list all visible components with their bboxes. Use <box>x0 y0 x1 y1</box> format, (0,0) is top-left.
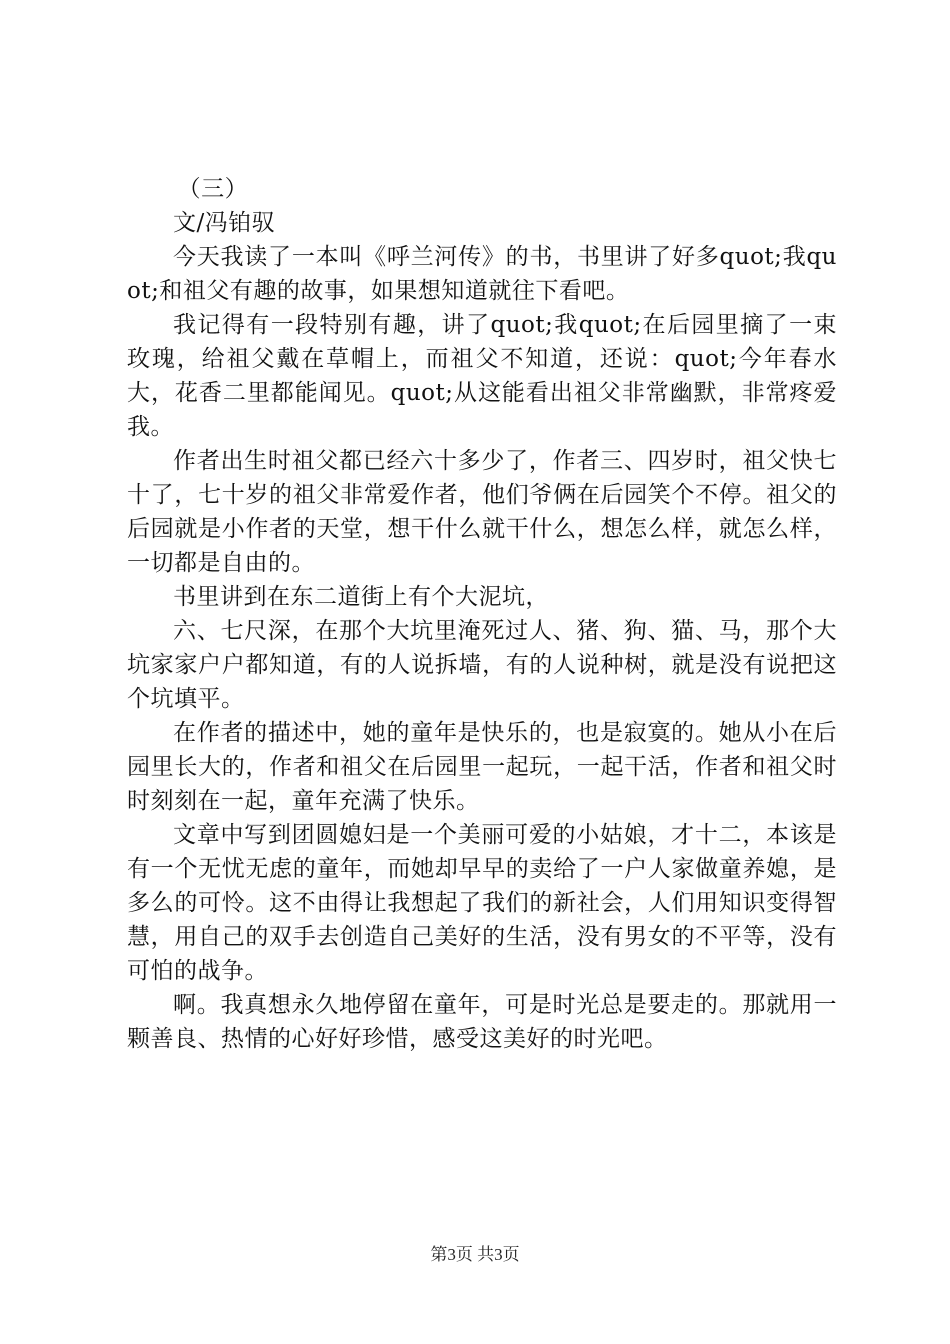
page-number-footer: 第3页 共3页 <box>430 1245 520 1264</box>
paragraph-2: 我记得有一段特别有趣，讲了quot;我quot;在后园里摘了一束玫瑰，给祖父戴在草帽上，而祖父不知道，还说：quot;今年春水大，花香二里都能闻见。quot;从这能看出祖父非常幽默，非常疼爱我。 <box>127 312 837 440</box>
paragraph-1: 今天我读了一本叫《呼兰河传》的书，书里讲了好多quot;我quot;和祖父有趣的故事，如果想知道就往下看吧。 <box>127 244 837 304</box>
section-heading: （三） <box>177 176 249 202</box>
document-body <box>127 172 837 1056</box>
author-line: 文/冯铂驭 <box>173 210 276 236</box>
paragraph-5: 六、七尺深，在那个大坑里淹死过人、猪、狗、猫、马，那个大坑家家户户都知道，有的人说拆墙，有的人说种树，就是没有说把这个坑填平。 <box>127 618 837 712</box>
paragraph-8: 啊。我真想永久地停留在童年，可是时光总是要走的。那就用一颗善良、热情的心好好珍惜，感受这美好的时光吧。 <box>127 992 837 1052</box>
paragraph-3: 作者出生时祖父都已经六十多少了，作者三、四岁时，祖父快七十了，七十岁的祖父非常爱作者，他们爷俩在后园笑个不停。祖父的后园就是小作者的天堂，想干什么就干什么，想怎么样，就怎么样，一切都是自由的。 <box>127 448 837 576</box>
paragraph-6: 在作者的描述中，她的童年是快乐的，也是寂寞的。她从小在后园里长大的，作者和祖父在后园里一起玩，一起干活，作者和祖父时时刻刻在一起，童年充满了快乐。 <box>127 720 837 814</box>
paragraph-7: 文章中写到团圆媳妇是一个美丽可爱的小姑娘，才十二，本该是有一个无忧无虑的童年，而她却早早的卖给了一户人家做童养媳，是多么的可怜。这不由得让我想起了我们的新社会，人们用知识变得智慧，用自己的双手去创造自己美好的生活，没有男女的不平等，没有可怕的战争。 <box>127 822 837 984</box>
paragraph-4: 书里讲到在东二道街上有个大泥坑， <box>173 584 549 610</box>
